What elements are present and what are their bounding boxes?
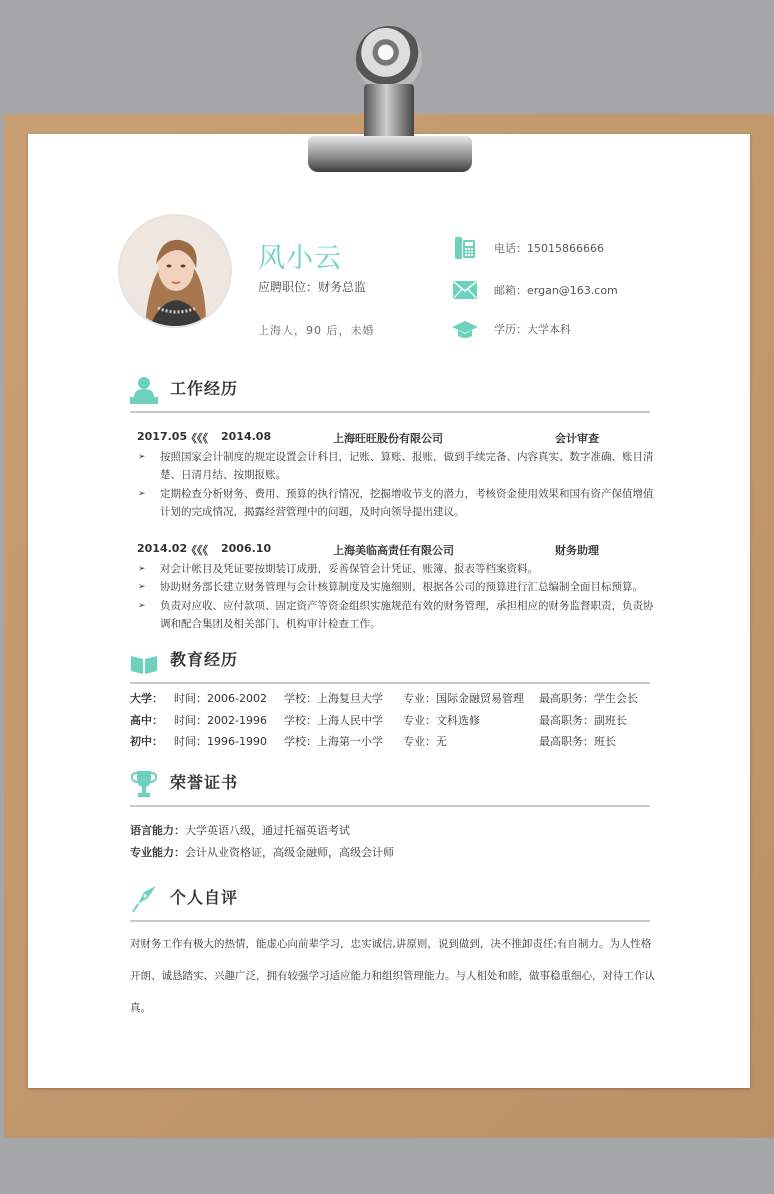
contact-email	[452, 278, 618, 302]
work-2-end: 2006.10	[221, 542, 272, 555]
honor-text: 会计从业资格证，高级金融师，高级会计师	[185, 846, 394, 859]
section-self-header	[130, 878, 650, 922]
honor-item	[130, 822, 350, 838]
work-2-sep: 《《《	[186, 544, 208, 557]
bullet-arrow-icon: ➢	[138, 452, 146, 462]
phone-icon	[452, 236, 478, 260]
work-1-company: 上海旺旺股份有限公司	[333, 432, 443, 445]
work-2-company: 上海美临高责任有限公司	[333, 544, 454, 557]
edu-school: 学校：上海人民中学	[284, 714, 383, 727]
work-1-bullet: ➢ 定期检查分析财务、费用、预算的执行情况，挖掘增收节支的潜力，考核资金使用效果和国有资产保值增值计划的完成情况，揭露经营管理中的问题，及时向领导提出建议。	[138, 485, 658, 521]
mail-icon	[452, 278, 478, 302]
edu-major: 专业：国际金融贸易管理	[403, 692, 524, 705]
candidate-name: 风小云	[258, 243, 342, 274]
edu-level: 大学：	[130, 692, 163, 705]
work-2-bullet: ➢ 对会计帐目及凭证要按期装订成册，妥善保管会计凭证、账簿、报表等档案资料。	[138, 560, 658, 578]
bullet-arrow-icon: ➢	[138, 601, 146, 611]
edu-position: 最高职务：副班长	[539, 714, 627, 727]
honor-item	[130, 844, 394, 860]
contact-education	[452, 317, 571, 341]
work-1-start: 2017.05	[137, 430, 188, 443]
section-work-header	[130, 369, 650, 413]
edu-school: 学校：上海复旦大学	[284, 692, 383, 705]
contact-phone	[452, 236, 604, 260]
edu-time: 时间：1996-1990	[174, 735, 267, 748]
section-honors-header	[130, 763, 650, 807]
binder-clip-icon	[300, 26, 476, 176]
email-text: 邮箱：ergan@163.com	[494, 284, 618, 297]
personal-intro: 上海人，90 后，未婚	[258, 324, 375, 337]
bullet-arrow-icon: ➢	[138, 489, 146, 499]
pen-nib-icon	[130, 884, 158, 914]
graduation-cap-icon	[452, 317, 478, 341]
edu-time: 时间：2002-1996	[174, 714, 267, 727]
work-1-role: 会计审查	[555, 432, 599, 445]
bullet-arrow-icon: ➢	[138, 564, 146, 574]
section-work-title: 工作经历	[170, 379, 239, 398]
edu-position: 最高职务：学生会长	[539, 692, 638, 705]
work-1-sep: 《《《	[186, 432, 208, 445]
work-2-bullet: ➢ 负责对应收、应付款项、固定资产等资金组织实施规范有效的财务管理，承担相应的财务监督职责，负责协调和配合集团及相关部门、机构审计检查工作。	[138, 597, 658, 633]
edu-position: 最高职务：班长	[539, 735, 616, 748]
edu-level: 高中：	[130, 714, 163, 727]
clip-ring	[356, 26, 422, 92]
job-title: 应聘职位：财务总监	[258, 280, 367, 294]
clip-base	[308, 136, 472, 172]
avatar	[118, 214, 232, 328]
section-education-title: 教育经历	[170, 650, 239, 669]
work-1-bullet: ➢ 按照国家会计制度的规定设置会计科目，记账、算账、报账，做到手续完备、内容真实、数字准确、账目清楚、日清月结、按期报账。	[138, 448, 658, 484]
edu-level: 初中：	[130, 735, 163, 748]
section-honors-title: 荣誉证书	[170, 773, 239, 792]
edu-major: 专业：文科选修	[403, 714, 480, 727]
work-1-end: 2014.08	[221, 430, 272, 443]
honor-label: 专业能力：	[130, 846, 185, 859]
honor-text: 大学英语八级，通过托福英语考试	[185, 824, 350, 837]
work-2-start: 2014.02	[137, 542, 188, 555]
edu-school: 学校：上海第一小学	[284, 735, 383, 748]
trophy-icon	[130, 769, 158, 799]
open-book-icon	[130, 646, 158, 676]
self-evaluation-text: 对财务工作有极大的热情，能虚心向前辈学习，忠实诚信,讲原则，说到做到，决不推卸责任;有自制力。为人性格开朗、诚恳踏实、兴趣广泛，拥有较强学习适应能力和组织管理能力。与人相处和睦，做事稳重细心，对待工作认真。	[130, 938, 655, 1014]
phone-text: 电话：15015866666	[494, 242, 604, 255]
section-education-header	[130, 640, 650, 684]
education-text: 学历：大学本科	[494, 323, 571, 336]
background-strip	[0, 1138, 774, 1194]
work-2-role: 财务助理	[555, 544, 599, 557]
bullet-arrow-icon: ➢	[138, 582, 146, 592]
section-self-title: 个人自评	[170, 888, 239, 907]
edu-major: 专业：无	[403, 735, 447, 748]
person-desk-icon	[130, 375, 158, 405]
honor-label: 语言能力：	[130, 824, 185, 837]
work-2-bullet: ➢ 协助财务部长建立财务管理与会计核算制度及实施细则，根据各公司的预算进行汇总编制全面目标预算。	[138, 578, 658, 596]
edu-time: 时间：2006-2002	[174, 692, 267, 705]
